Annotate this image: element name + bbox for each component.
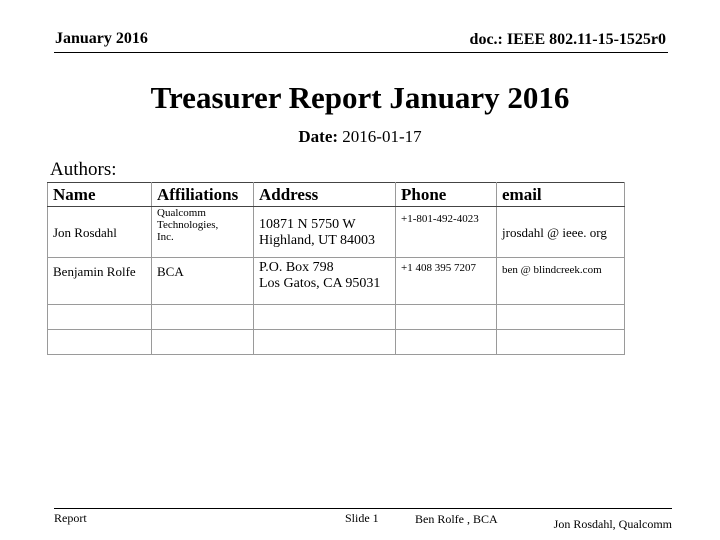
authors-table: [47, 182, 625, 355]
footer-presenter: Ben Rolfe , BCA: [415, 512, 498, 526]
author-address: 10871 N 5750 W Highland, UT 84003: [254, 207, 396, 258]
author-address: P.O. Box 798 Los Gatos, CA 95031: [254, 258, 396, 305]
col-header-email: email: [497, 183, 625, 207]
author-name: Benjamin Rolfe: [48, 258, 152, 305]
author-email: jrosdahl @ ieee. org: [497, 207, 625, 258]
authors-label: Authors:: [50, 159, 117, 180]
author-affiliation: BCA: [152, 258, 254, 305]
header-divider: [54, 52, 668, 53]
col-header-name: Name: [48, 183, 152, 207]
author-affiliation: Qualcomm Technologies, Inc.: [152, 207, 254, 258]
date-line: [0, 127, 720, 147]
col-header-affiliations: Affiliations: [152, 183, 254, 207]
table-row: [48, 258, 625, 305]
col-header-phone: Phone: [396, 183, 497, 207]
header-doc-id: doc.: IEEE 802.11-15-1525r0: [469, 31, 666, 48]
slide-number: Slide 1: [345, 511, 379, 525]
page-title: Treasurer Report January 2016: [150, 80, 570, 115]
footer-label: Report: [54, 511, 87, 525]
footer-divider: [54, 508, 672, 509]
footer-author: Jon Rosdahl, Qualcomm: [553, 517, 672, 531]
author-name: Jon Rosdahl: [48, 207, 152, 258]
table-row-empty: [48, 330, 625, 355]
table-header-row: [48, 183, 625, 207]
header-date: January 2016: [55, 30, 148, 47]
author-phone: +1-801-492-4023: [396, 207, 497, 258]
table-row-empty: [48, 305, 625, 330]
table-row: [48, 207, 625, 258]
date-label: Date:: [298, 127, 339, 146]
author-phone: +1 408 395 7207: [396, 258, 497, 305]
date-value: 2016-01-17: [342, 127, 422, 146]
col-header-address: Address: [254, 183, 396, 207]
author-email: ben @ blindcreek.com: [497, 258, 625, 305]
